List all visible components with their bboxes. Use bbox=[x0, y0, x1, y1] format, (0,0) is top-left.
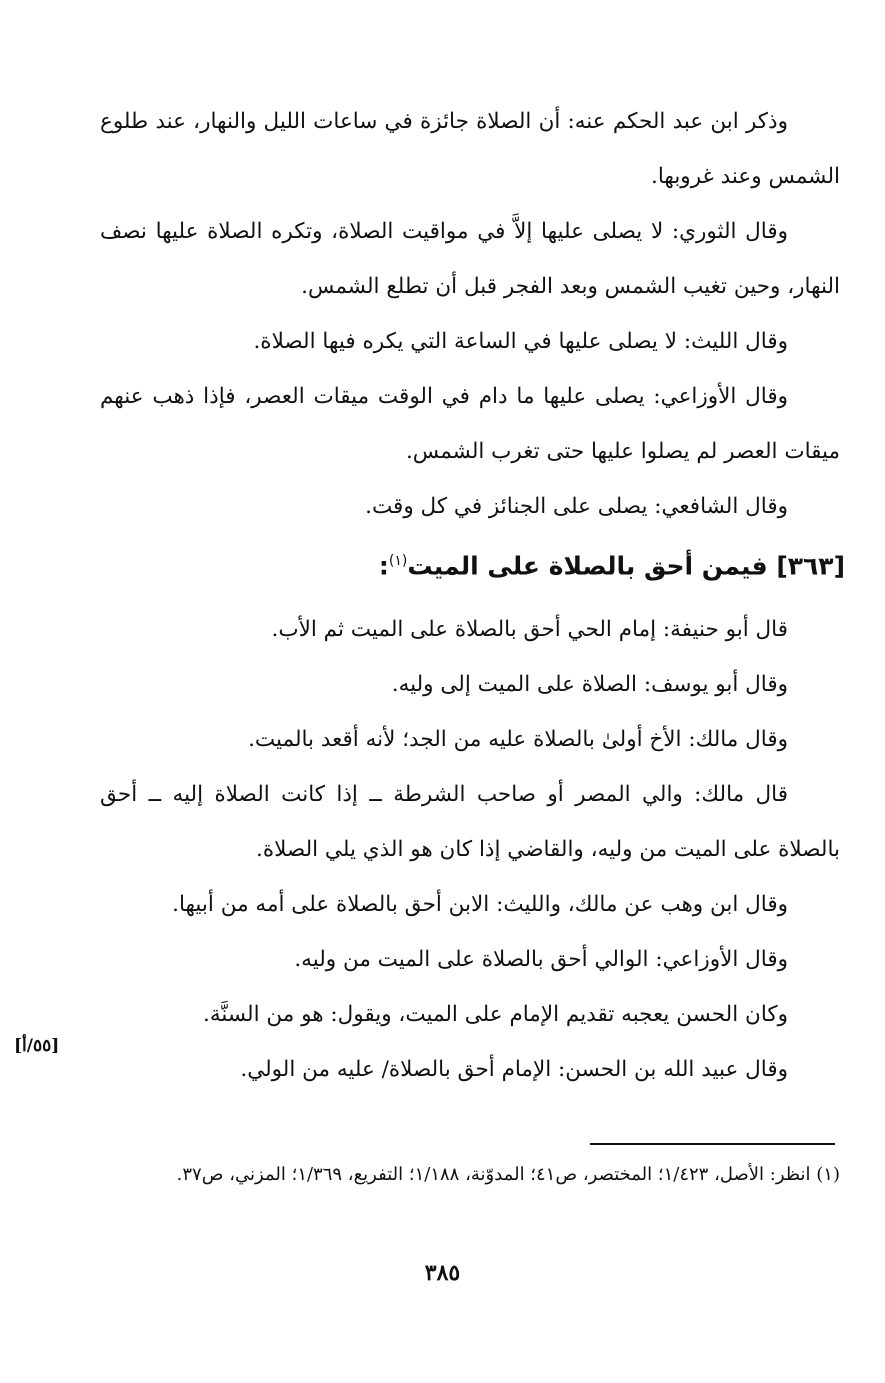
manuscript-folio-ref: [٥٥/أ] bbox=[14, 1036, 60, 1056]
bottom-text-block bbox=[100, 602, 840, 1097]
paragraph: قال مالك: والي المصر أو صاحب الشرطة ــ إذا كانت الصلاة إليه ــ أحق بالصلاة على الميت من وليه، والقاضي إذا كان هو الذي يلي الصلاة. bbox=[100, 782, 840, 862]
paragraph: وقال الأوزاعي: الوالي أحق بالصلاة على الميت من وليه. bbox=[294, 947, 788, 972]
paragraph: قال أبو حنيفة: إمام الحي أحق بالصلاة على الميت ثم الأب. bbox=[271, 617, 788, 642]
paragraph: وقال عبيد الله بن الحسن: الإمام أحق بالصلاة/ عليه من الولي. bbox=[240, 1057, 788, 1082]
paragraph: وقال الشافعي: يصلى على الجنائز في كل وقت. bbox=[365, 494, 788, 519]
heading-colon: : bbox=[378, 551, 389, 581]
paragraph: وذكر ابن عبد الحكم عنه: أن الصلاة جائزة في ساعات الليل والنهار، عند طلوع الشمس وعند غروبها. bbox=[100, 109, 840, 189]
footnote-divider bbox=[590, 1143, 835, 1145]
section-title: فيمن أحق بالصلاة على الميت bbox=[407, 551, 768, 581]
paragraph: وقال أبو يوسف: الصلاة على الميت إلى وليه. bbox=[391, 672, 788, 697]
paragraph: وقال الأوزاعي: يصلى عليها ما دام في الوقت ميقات العصر، فإذا ذهب عنهم ميقات العصر لم يصلوا عليها حتى تغرب الشمس. bbox=[100, 384, 840, 464]
paragraph: وقال ابن وهب عن مالك، والليث: الابن أحق بالصلاة على أمه من أبيها. bbox=[172, 892, 788, 917]
footnotes bbox=[100, 1155, 840, 1195]
paragraph: وقال مالك: الأخ أولىٰ بالصلاة عليه من الجد؛ لأنه أقعد بالميت. bbox=[248, 727, 788, 752]
paragraph: وقال الليث: لا يصلى عليها في الساعة التي يكره فيها الصلاة. bbox=[253, 329, 788, 354]
footnote-mark: (١) bbox=[388, 553, 408, 569]
paragraph: وقال الثوري: لا يصلى عليها إلاَّ في مواقيت الصلاة، وتكره الصلاة عليها نصف النهار، وحين تغيب الشمس وبعد الفجر قبل أن تطلع الشمس. bbox=[100, 219, 840, 299]
paragraph: وكان الحسن يعجبه تقديم الإمام على الميت، ويقول: هو من السنَّة. bbox=[202, 1002, 788, 1027]
page-number: ٣٨٥ bbox=[424, 1260, 461, 1286]
section-number: [٣٦٣] bbox=[776, 551, 845, 581]
footnote: (١) انظر: الأصل، ١/٤٢٣؛ المختصر، ص٤١؛ المدوّنة، ١/١٨٨؛ التفريع، ١/٣٦٩؛ المزني، ص٣٧. bbox=[176, 1164, 840, 1185]
top-text-block bbox=[100, 94, 840, 534]
section-heading bbox=[100, 538, 845, 589]
